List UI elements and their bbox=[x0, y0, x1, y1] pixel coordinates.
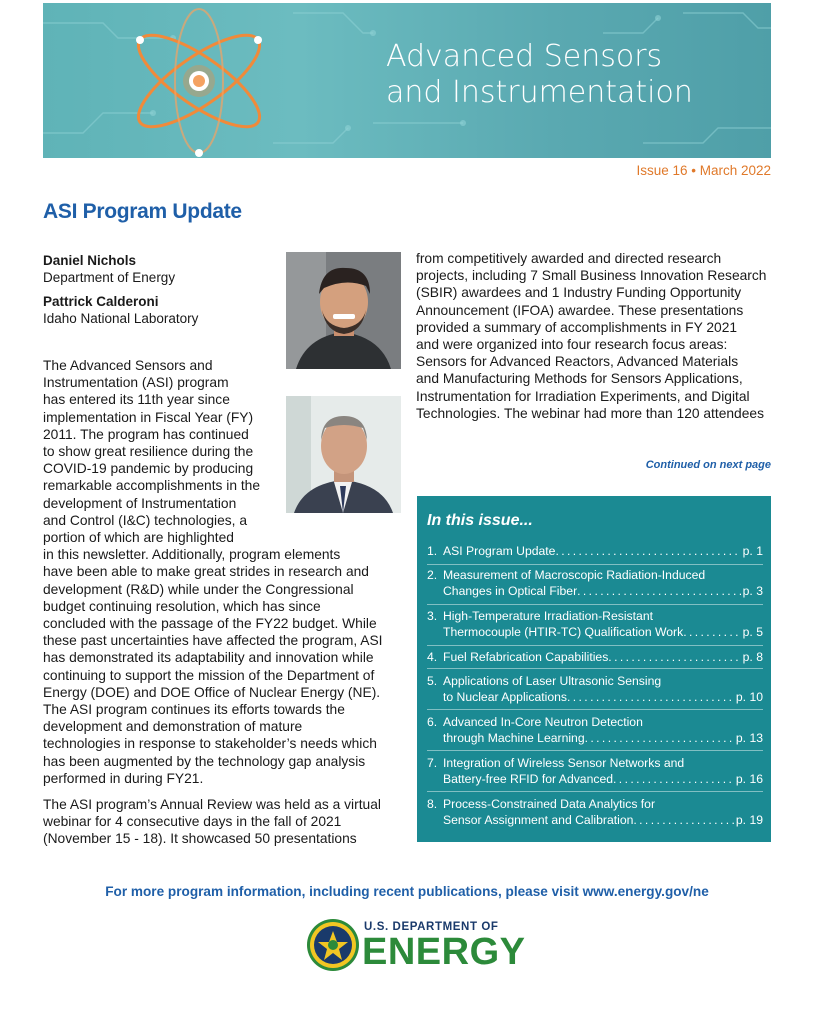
author-name: Daniel Nichols bbox=[43, 253, 137, 268]
doe-logo bbox=[306, 918, 526, 974]
author-name: Pattrick Calderoni bbox=[43, 294, 159, 309]
toc-divider bbox=[427, 750, 763, 751]
atom-icon bbox=[126, 9, 271, 157]
author-photo-nichols bbox=[286, 252, 401, 369]
toc-heading: In this issue... bbox=[427, 512, 533, 529]
author-block bbox=[43, 252, 175, 286]
issue-date: Issue 16 • March 2022 bbox=[636, 163, 771, 178]
doe-logo-line1: U.S. DEPARTMENT OF bbox=[364, 921, 499, 933]
toc-divider bbox=[427, 564, 763, 565]
program-info-link[interactable]: For more program information, including recent publications, please visit www.energy.gov/ne bbox=[105, 884, 709, 899]
article-column-1 bbox=[43, 357, 393, 857]
toc-divider bbox=[427, 791, 763, 792]
page-title: ASI Program Update bbox=[43, 200, 242, 223]
author-org: Idaho National Laboratory bbox=[43, 311, 199, 326]
doe-logo-line2: ENERGY bbox=[362, 931, 526, 973]
toc-divider bbox=[427, 709, 763, 710]
article-paragraph: The ASI program’s Annual Review was held as a virtual webinar for 4 consecutive days in the fall of 2021 (November 15 - 18). It showcased 50 presentations bbox=[43, 797, 381, 847]
in-this-issue-box: In this issue... 1. ASI Program Update . . . p. 1 2. Measurement of Macroscopic Radiation-Induced Changes in Optical Fiber . . . p. 3 3. High-Temperature Irradiation-Resistant Thermocouple (HTIR-TC) Qualification Work . . . p. 5 4. Fuel Refabrication Capabilities . . . p. 8 5. Applications of Laser Ultrasonic Sensing to Nuclear Applications . . . p. 10 6. Advanced In-Core Neutron Detection through Machine Learning . . . p. 13 7. Integration of Wireless Sensor Networks and Battery-free RFID for Advanced . . . p. 16 8. Process-Constrained Data Analytics for Sensor Assignment and Calibration . . . p. 19 bbox=[417, 496, 771, 842]
article-paragraph: The Advanced Sensors and Instrumentation (ASI) program has entered its 11th year since implementation in Fiscal Year (FY) 2011. The program has continued to show great resilience during the COVID-19 pandemic by producing remarkable accomplishments in the development of Instrumentation and Control (I&C) technologies, a portion of which are highlighted in this newsletter. Additionally, program elements have been able to make great strides in research and development (R&D) while under the Congressional budget continuing resolution, which has since concluded with the passage of the FY22 budget. While these past uncertainties have affected the program, ASI has demonstrated its adaptability and innovation while continuing to support the mission of the Department of Energy (DOE) and DOE Office of Nuclear Energy (NE). The ASI program continues its efforts towards the development and demonstration of mature technologies in response to stakeholder’s needs which has been augmented by the technology gap analysis performed in during FY21. bbox=[43, 358, 383, 786]
continued-link[interactable]: Continued on next page bbox=[645, 459, 771, 471]
author-org: Department of Energy bbox=[43, 270, 176, 285]
doe-seal-icon bbox=[306, 918, 360, 972]
article-column-2: from competitively awarded and directed research projects, including 7 Small Business Innovation Research (SBIR) awardees and 1 Industry Funding Opportunity Announcement (IFOA) awardee. These presentations provided a summary of accomplishments in FY 2021 and were organized into four research focus areas: Sensors for Advanced Reactors, Advanced Materials and Manufacturing Methods for Sensors Applications, Instrumentation for Irradiation Experiments, and Digital Technologies. The webinar had more than 120 attendees bbox=[416, 251, 767, 421]
toc-divider bbox=[427, 604, 763, 605]
author-block bbox=[43, 293, 198, 327]
toc-divider bbox=[427, 645, 763, 646]
toc-divider bbox=[427, 668, 763, 669]
newsletter-title: Advanced Sensors and Instrumentation bbox=[386, 39, 693, 110]
newsletter-banner bbox=[43, 3, 771, 158]
